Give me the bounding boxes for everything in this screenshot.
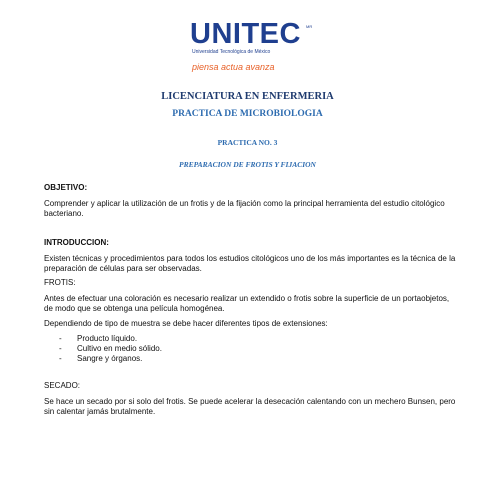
practice-number: PRACTICA NO. 3 bbox=[217, 138, 278, 147]
program-title: LICENCIATURA EN ENFERMERIA bbox=[161, 91, 334, 102]
secado-text: Se hace un secado por si solo del frotis. Se puede acelerar la desecación calentando con un mechero Bunsen, pero sin calentar jamás brutalmente. bbox=[44, 397, 456, 416]
list-item: - Producto líquido. bbox=[59, 334, 138, 343]
unitec-logo bbox=[190, 18, 313, 72]
frotis-heading: FROTIS: bbox=[44, 278, 76, 287]
logo-subtitle: Universidad Tecnológica de México bbox=[192, 49, 271, 55]
secado-heading: SECADO: bbox=[44, 381, 81, 390]
practice-title: PREPARACION DE FROTIS Y FIJACION bbox=[179, 160, 316, 169]
intro-heading: INTRODUCCION: bbox=[44, 238, 109, 247]
objetivo-text: Comprender y aplicar la utilización de un frotis y de la fijación como la principal herramienta del estudio citológico bacteriano. bbox=[44, 199, 445, 218]
objetivo-heading: OBJETIVO: bbox=[44, 183, 88, 192]
frotis-text: Antes de efectuar una coloración es necesario realizar un extendido o frotis sobre la superficie de un portaobjetos, de modo que se obtenga una película homogénea. bbox=[44, 294, 450, 313]
logo-wordmark: UNITEC bbox=[190, 18, 301, 50]
logo-tagline: piensa actua avanza bbox=[192, 62, 275, 72]
list-item: - Sangre y órganos. bbox=[59, 354, 143, 363]
logo-registered-mark: MR bbox=[306, 24, 313, 29]
list-item: - Cultivo en medio sólido. bbox=[59, 344, 162, 353]
intro-text: Existen técnicas y procedimientos para todos los estudios citológicos uno de los más importantes es la técnica de la preparación de células para ser observadas. bbox=[44, 254, 456, 273]
extensiones-text: Dependiendo de tipo de muestra se debe hacer diferentes tipos de extensiones: bbox=[44, 319, 328, 328]
course-title: PRACTICA DE MICROBIOLOGIA bbox=[172, 109, 323, 119]
